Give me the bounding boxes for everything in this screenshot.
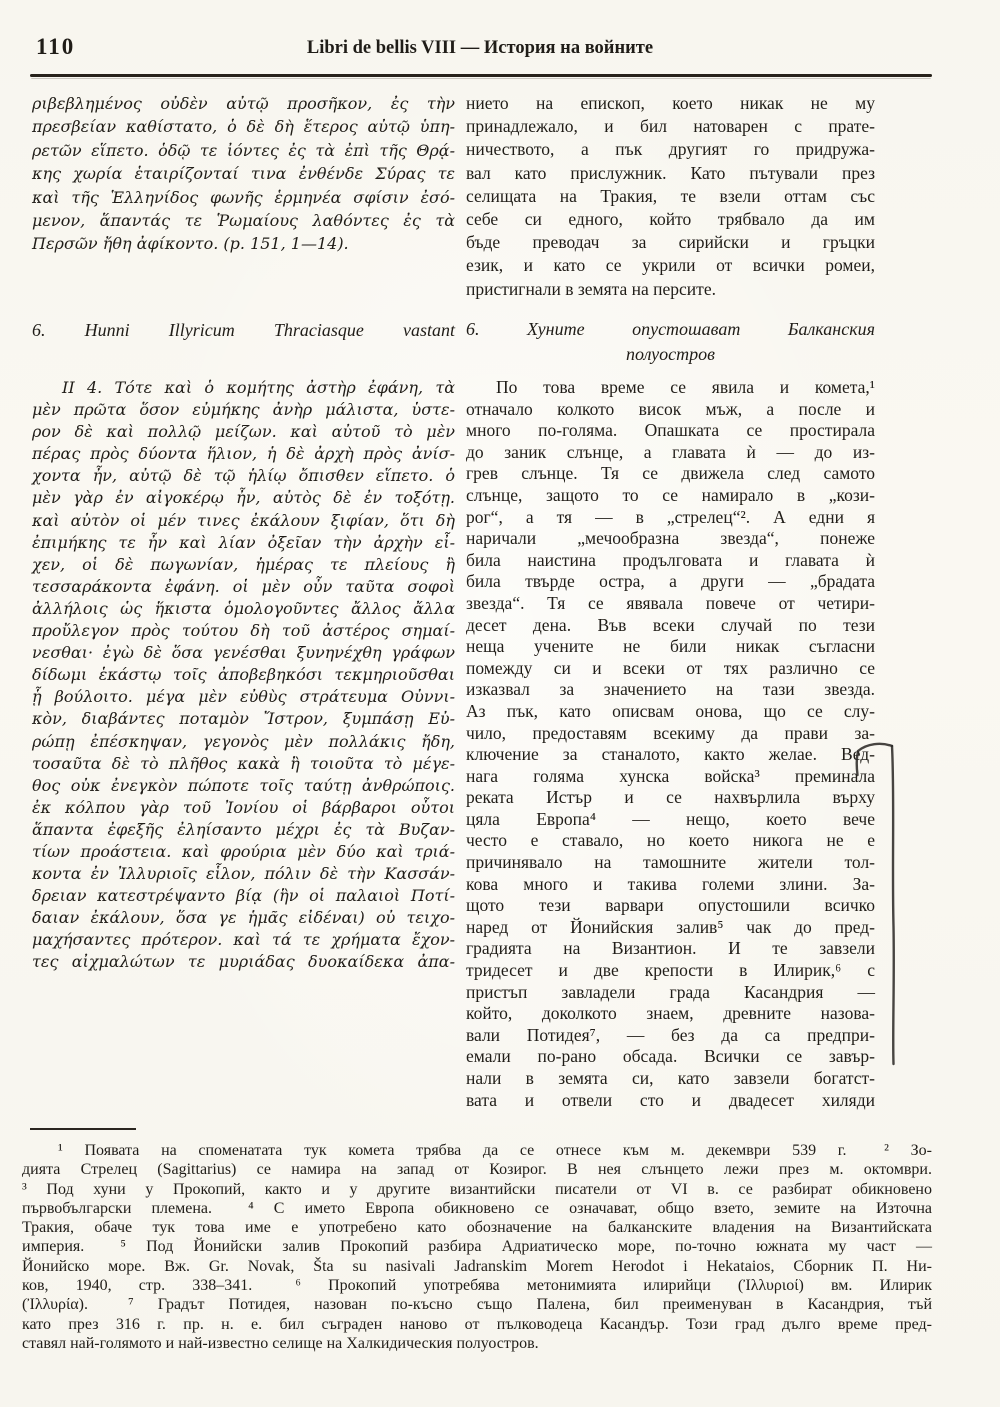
text-line: наред от Йонийския залив⁵ чак до пред- xyxy=(466,916,875,937)
text-line: ἅπαντα ἐφεξῆς ἐληίσαντο μέχρι ἐς τὰ Βυζαν- xyxy=(32,819,455,839)
text-line: слънце, защото то се намирало в „кози- xyxy=(466,484,875,505)
greek-paragraph-continued xyxy=(32,92,455,256)
text-line: щото тези варвари опустошили всичко xyxy=(466,895,875,916)
text-line: цяла Европа⁴ — нещо, което вече xyxy=(466,808,875,829)
page-number: 110 xyxy=(36,34,76,59)
text-line: тридесет и две крепости в Илирик,⁶ с xyxy=(466,960,875,981)
footnote-line: (Ἰλλυρία). ⁷ Градът Потидея, назован по-късно също Палена, бил преименуван в Касандрия, тъй xyxy=(22,1296,932,1314)
text-line: μαχήσαντες πρότερον. καὶ τά τε χρήματα ἔχον- xyxy=(32,930,455,950)
footnote-line: ¹ Появата на споменатата тук комета трябва да се отнесе към м. декември 539 г. ² Зо- xyxy=(58,1142,932,1159)
text-line: език, и като се укрили от всички ромеи, xyxy=(466,255,875,276)
text-line: грев слънце. Тя се движела след самото xyxy=(466,463,875,484)
footnote-line: империя. ⁵ Под Йонийски залив Прокопий разбира Адриатическо море, по-точно южната му част — xyxy=(22,1238,932,1256)
text-line: По това време се явила и комета,¹ xyxy=(496,377,875,397)
latin-section-heading: 6. Hunni Illyricum Thraciasque vastant xyxy=(32,320,455,340)
footnote-separator xyxy=(30,1128,136,1130)
text-line: отначало колкото висок мъж, а после и xyxy=(466,398,875,419)
text-line: звезда“. Тя се явявала повече от четири- xyxy=(466,592,875,613)
margin-annotation-bracket xyxy=(842,736,912,1076)
text-line: селищата на Тракия, те взели оттам със xyxy=(466,185,875,206)
text-line: наричали „мечообразна звезда“, понеже xyxy=(466,528,875,549)
text-line: II 4. Τότε καὶ ὁ κομήτης ἀστὴρ ἐφάνη, τὰ xyxy=(62,378,455,397)
bulgarian-section-heading xyxy=(466,317,875,367)
text-line: ᾗ βούλοιτο. μέγα μὲν εὐθὺς στράτευμα Οὐννι- xyxy=(32,687,455,707)
text-line: до заник слънце, а главата ѝ — до из- xyxy=(466,441,875,462)
text-line: μὲν πρῶτα ὅσον εὐμήκης ἀνὴρ μάλιστα, ὑστε- xyxy=(32,400,455,420)
footnote-line: ков, 1940, стр. 338–341. ⁶ Прокопий употребява метонимията илирийци (Ἰλλυριοί) вм. Илирик xyxy=(22,1277,932,1295)
text-line: τες αἰχμαλώτων τε μυριάδας δυοκαίδεκα ἀπα- xyxy=(32,952,455,972)
text-line: рог“, а тя — в „стрелец“². А едни я xyxy=(466,506,875,527)
text-line: δρειαν κατεστρέψαντο βίᾳ (ἣν οἱ παλαιοὶ Ποτί- xyxy=(32,886,455,906)
running-title: Libri de bellis VIII — История на войните xyxy=(306,38,654,58)
text-line: причинявало на тамошните жители тол- xyxy=(466,852,875,873)
text-line: θος οὐκ ἐνεγκὸν πώποτε τοῖς ταύτῃ ἀνθρώποις. xyxy=(32,775,455,795)
text-line: който, доколкото знаем, древните назова- xyxy=(466,1003,875,1024)
text-line: ρώπῃ ἐπέσκηψαν, γεγονὸς μὲν πολλάκις ἤδη, xyxy=(32,731,455,751)
text-line: προὔλεγον πρὸς τούτου δὴ τοῦ ἀστέρος σημαί- xyxy=(32,621,455,641)
text-line: κοντα ἐν Ἰλλυριοῖς εἷλον, πόλιν δὲ τὴν Κασσάν- xyxy=(32,864,455,884)
text-line: ἐκ κόλπου γὰρ τοῦ Ἰονίου οἱ βάρβαροι οὗτοι xyxy=(32,797,455,817)
footnote-line: ставял най-голямото и най-известно селище на Халкидическия полуостров. xyxy=(22,1334,539,1352)
text-line: ριβεβλημένος οὐδὲν αὐτῷ προσῆκον, ἐς τὴν xyxy=(32,94,455,113)
footnote-line: като през 316 г. пр. н. е. бил съграден наново от пълководеца Касандър. Този град дълго време пред- xyxy=(22,1315,932,1333)
text-line: кова много и такива големи злини. За- xyxy=(466,873,875,894)
text-line: емали по-рано обсада. Всички се завър- xyxy=(466,1046,875,1067)
text-line: χοντα ἦν, αὐτῷ δὲ τῷ ἡλίῳ ὄπισθεν εἵπετο. ὁ xyxy=(32,466,455,486)
text-line: ἀλλήλοις ὡς ἥκιστα ὁμολογοῦντες ἄλλος ἄλλα xyxy=(32,598,455,618)
bulgarian-paragraph xyxy=(466,377,875,1111)
text-line: себе си едного, който трябвало да им xyxy=(466,209,875,230)
text-line: ключение за станалото, както желае. Вед- xyxy=(466,744,875,765)
text-line: вал като прислужник. Като пътували през xyxy=(466,162,875,183)
text-line: чило, предоставям всекиму да прави за- xyxy=(466,722,875,743)
text-line: ἐπιμήκης τε ἦν καὶ λίαν ὀξεῖαν τὴν ἀρχὴν εἶ- xyxy=(32,532,455,552)
text-line: Аз пък, като описвам онова, що се слу- xyxy=(466,700,875,721)
text-line: била наистина продълговата и главата ѝ xyxy=(466,549,875,570)
text-line: ρον δὲ καὶ πολλῷ μείζων. καὶ αὐτοῦ τὸ μὲν xyxy=(32,422,455,442)
text-line: μενον, ἅπαντάς τε Ῥωμαίους λαθόντες ἐς τὰ xyxy=(32,211,455,231)
text-line: вали Потидея⁷, — без да са предпри- xyxy=(466,1024,875,1045)
text-line: δίδωμι ἑκάστῳ τοῖς ἀποβεβηκόσι τεκμηριοῦσθαι xyxy=(32,665,455,685)
text-line: δαιαν ἐκάλουν, ὅσα γε ἡμᾶς εἰδέναι) οὐ τειχο- xyxy=(32,908,455,928)
text-line: пристъп завладели града Касандрия — xyxy=(466,981,875,1002)
text-line: нага голяма хунска войска³ преминала xyxy=(466,765,875,786)
text-line: принадлежало, и бил натоварен с прате- xyxy=(466,116,875,137)
text-line: била твърде остра, а други — „брадата xyxy=(466,571,875,592)
heading-line: полуостров xyxy=(626,344,715,364)
text-line: τοσαῦτα δὲ τὸ πλῆθος κακὰ ἢ τοιοῦτα τὸ μέγε- xyxy=(32,753,455,773)
text-line: пристигнали в земята на персите. xyxy=(466,278,716,299)
text-line: τίων προάστεια. καὶ φρούρια μὲν δύο καὶ τριά- xyxy=(32,841,455,861)
text-line: πρεσβείαν καθίστατο, ὁ δὲ δὴ ἕτερος αὐτῷ ὑπη- xyxy=(32,117,455,137)
text-line: помежду си и всеки от тях различно се xyxy=(466,657,875,678)
footnote-line: Йонийско море. Вж. Gr. Novak, Šta su nasivali Jadranskim Morem Herodot i Hekataios, Сборник П. Ни- xyxy=(22,1257,932,1275)
footnotes-block xyxy=(22,1141,932,1353)
footnote-line: ³ Под хуни у Прокопий, както и у другите византийски писатели от VI в. се разбират обикновено xyxy=(22,1180,932,1198)
text-line: вата и отвели сто и двадесет хиляди xyxy=(466,1089,875,1110)
text-line: бъде преводач за сирийски и гръцки xyxy=(466,232,875,253)
text-line: нали в земята си, като завзели богатст- xyxy=(466,1068,875,1088)
text-line: καὶ τῆς Ἑλληνίδος φωνῆς ἑρμηνέα σφίσιν ἐσό- xyxy=(32,187,455,207)
text-line: градията на Византион. И те завзели xyxy=(466,938,875,959)
text-line: нието на епископ, което никак не му xyxy=(466,93,875,113)
text-line: десет дена. Във всеки случай по тези xyxy=(466,614,875,635)
text-line: χεν, οἱ δὲ πωγωνίαν, ἡμέρας τε πλείους ἢ xyxy=(32,554,455,574)
text-line: κης χωρία ἑταιρίζονταί τινα ἐνθένδε Σύρας τε xyxy=(32,164,455,184)
text-line: κὸν, διαβάντες ποταμὸν Ἴστρον, ξυμπάσῃ Εὐ- xyxy=(32,709,455,729)
text-line: ничеството, а пък другият го придружа- xyxy=(466,139,875,160)
text-line: νεσθαι· ἐγὼ δὲ ὅσα γενέσθαι ξυνηνέχθη γράφων xyxy=(32,643,455,663)
text-line: καὶ αὐτὸν οἱ μέν τινες ἐκάλουν ξιφίαν, ὅτι δὴ xyxy=(32,510,455,530)
text-line: изказвал за значението на тази звезда. xyxy=(466,679,875,700)
heading-line: 6. Хуните опустошават Балканския xyxy=(466,319,875,339)
text-line: много по-голяма. Опашката се простирала xyxy=(466,420,875,441)
greek-paragraph xyxy=(32,377,455,974)
text-line: Περσῶν ἤθη ἀφίκοντο. (p. 151, 1—14). xyxy=(32,234,349,254)
text-line: често е ставало, но което никога не е xyxy=(466,830,875,851)
text-line: ρετῶν εἵπετο. ὁδῷ τε ἰόντες ἐς τὰ ἐπὶ τῆς Θρᾴ- xyxy=(32,140,455,160)
text-line: реката Истър и се нахвърлила върху xyxy=(466,787,875,808)
header-rule xyxy=(30,74,932,77)
text-line: πέρας πρὸς δύοντα ἥλιον, ἡ δὲ ἀρχὴ πρὸς ἀνίσ- xyxy=(32,444,455,464)
footnote-line: дията Стрелец (Sagittarius) се намира на запад от Козирог. В нея слънцето лежи през м. октомври. xyxy=(22,1161,932,1179)
text-line: μὲν γὰρ ἐν αἰγοκέρῳ ἦν, αὐτὸς δὲ ἐν τοξότῃ. xyxy=(32,488,455,508)
bulgarian-paragraph-continued xyxy=(466,92,875,301)
footnote-line: първобългарски племена. ⁴ С името Европа обикновено се означават, общо взето, земите на Източна xyxy=(22,1199,932,1217)
text-line: неща учените не били никак съгласни xyxy=(466,636,875,657)
footnote-line: Тракия, обаче тук това име е употребено като обозначение на балканските владения на Византийската xyxy=(22,1219,932,1237)
text-line: τεσσαράκοντα ἐφάνη. οἱ μὲν οὖν ταῦτα σοφοὶ xyxy=(32,576,455,596)
